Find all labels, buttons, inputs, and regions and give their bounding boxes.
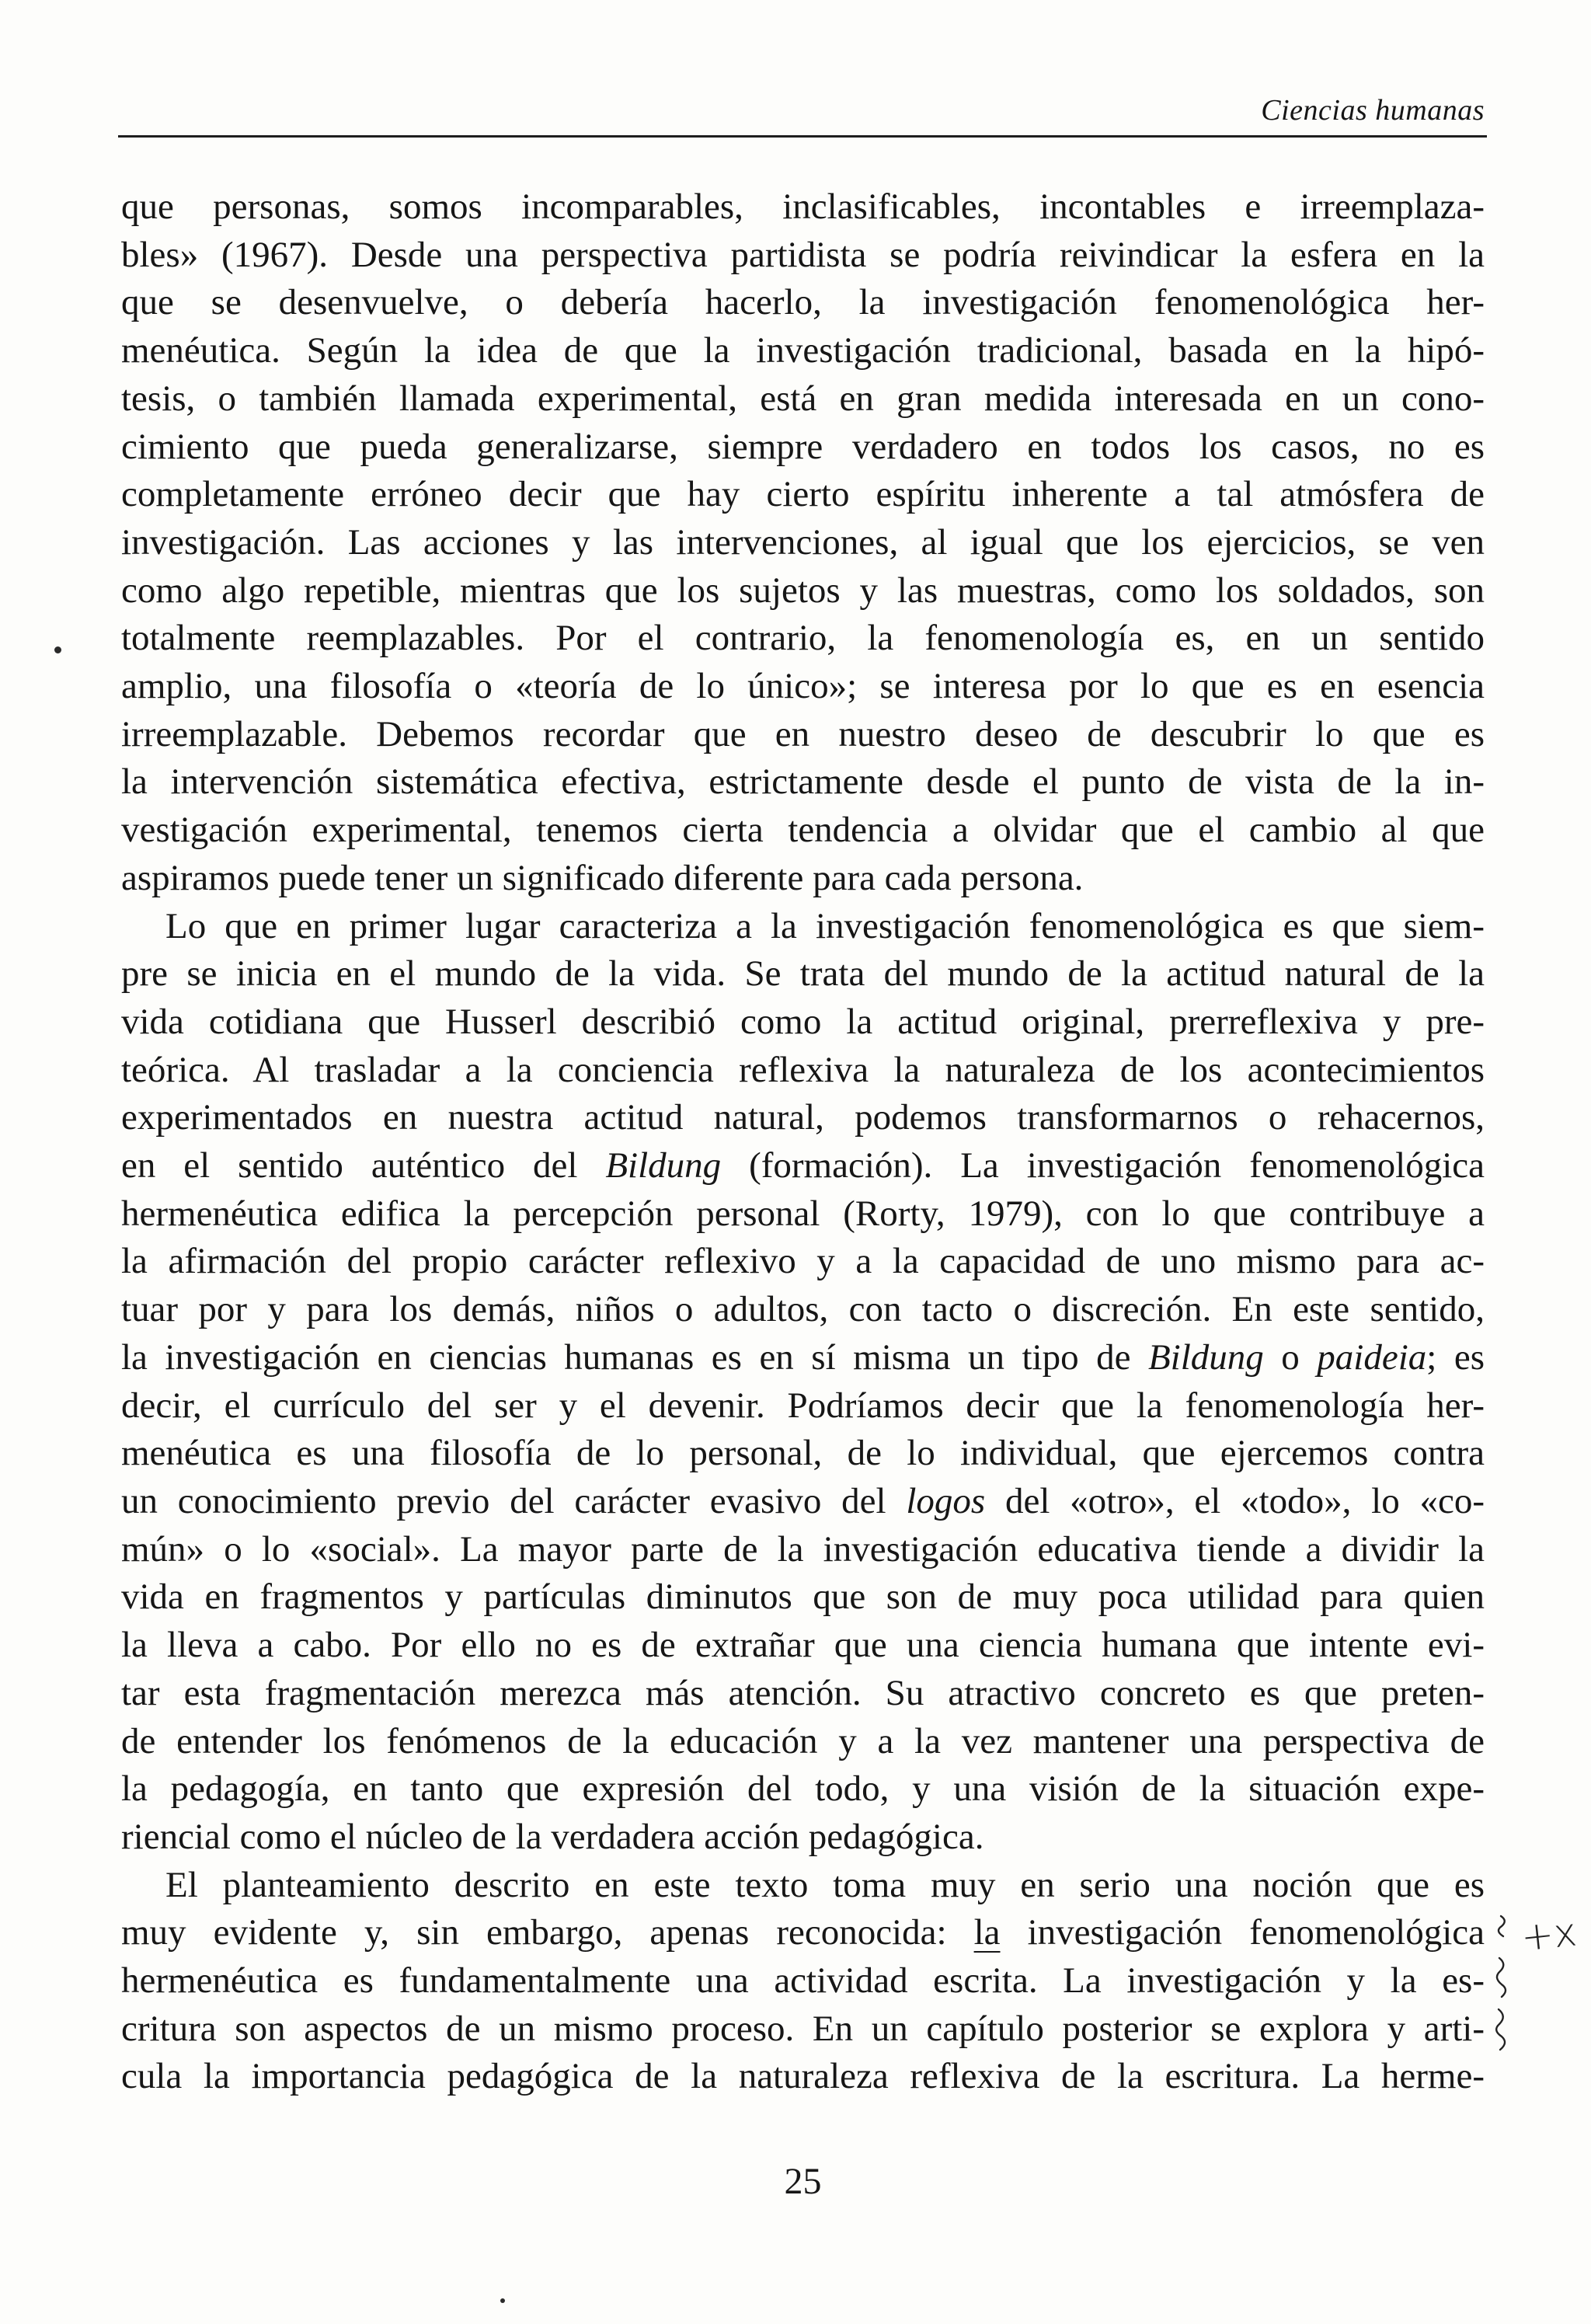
- text-line: pre se inicia en el mundo de la vida. Se trata del mundo de la actitud natural de la: [121, 953, 1485, 995]
- italic-term: paideia: [1317, 1336, 1427, 1378]
- text-line: hermenéutica es fundamentalmente una actividad escrita. La investigación y la es-: [121, 1960, 1485, 2002]
- text-line: muy evidente y, sin embargo, apenas reconocida: la investigación fenomenológica: [121, 1912, 1485, 1953]
- text-line: investigación. Las acciones y las intervenciones, al igual que los ejercicios, se ven: [121, 521, 1485, 563]
- text-line: de entender los fenómenos de la educación y a la vez mantener una perspectiva de: [121, 1720, 1485, 1761]
- text-line: bles» (1967). Desde una perspectiva partidista se podría reivindicar la esfera en la: [121, 234, 1485, 275]
- italic-term: Bildung: [605, 1145, 722, 1186]
- text-line: la lleva a cabo. Por ello no es de extrañar que una ciencia humana que intente evi-: [121, 1625, 1485, 1666]
- text-line: tesis, o también llamada experimental, está en gran medida interesada en un cono-: [121, 378, 1485, 419]
- text-line: la investigación en ciencias humanas es en sí misma un tipo de Bildung o paideia; es: [121, 1336, 1485, 1378]
- text-line: completamente erróneo decir que hay cierto espíritu inherente a tal atmósfera de: [121, 474, 1485, 515]
- text-line: hermenéutica edifica la percepción personal (Rorty, 1979), con lo que contribuye a: [121, 1193, 1485, 1234]
- text-line: que se desenvuelve, o debería hacerlo, la investigación fenomenológica her-: [121, 282, 1485, 323]
- text-line: critura son aspectos de un mismo proceso. En un capítulo posterior se explora y arti-: [121, 2008, 1485, 2049]
- underlined-word: la: [973, 1912, 1001, 1953]
- paragraph: [121, 903, 1485, 1862]
- page-number: 25: [784, 2161, 822, 2202]
- text-line: vida en fragmentos y partículas diminutos que son de muy poca utilidad para quien: [121, 1577, 1485, 1618]
- running-head: Ciencias humanas: [1261, 94, 1485, 127]
- text-line: vestigación experimental, tenemos cierta tendencia a olvidar que el cambio al que: [121, 810, 1485, 851]
- text-line: El planteamiento descrito en este texto toma muy en serio una noción que es: [165, 1864, 1485, 1905]
- handwritten-margin-note: +x: [1519, 1909, 1579, 1960]
- text-line: un conocimiento previo del carácter evasivo del logos del «otro», el «todo», lo «co-: [121, 1480, 1485, 1521]
- text-line: que personas, somos incomparables, inclasificables, incontables e irreemplaza-: [121, 186, 1485, 227]
- text-line: cimiento que pueda generalizarse, siempre verdadero en todos los casos, no es: [121, 426, 1485, 467]
- text-line: riencial como el núcleo de la verdadera acción pedagógica.: [121, 1816, 984, 1857]
- header-rule: [118, 135, 1487, 138]
- paragraph: [121, 1862, 1485, 2102]
- text-line: menéutica es una filosofía de lo personal, de lo individual, que ejercemos contra: [121, 1433, 1485, 1474]
- text-line: teórica. Al trasladar a la conciencia reflexiva la naturaleza de los acontecimientos: [121, 1049, 1485, 1090]
- text-line: menéutica. Según la idea de que la investigación tradicional, basada en la hipó-: [121, 330, 1485, 371]
- italic-term: Bildung: [1147, 1336, 1264, 1378]
- italic-term: logos: [906, 1480, 986, 1521]
- body-text: [121, 183, 1485, 2101]
- handwritten-brace-marks: [1488, 1910, 1520, 2057]
- text-line: amplio, una filosofía o «teoría de lo único»; se interesa por lo que es en esencia: [121, 666, 1485, 707]
- paragraph: [121, 183, 1485, 903]
- text-line: tuar por y para los demás, niños o adultos, con tacto o discreción. En este sentido,: [121, 1289, 1485, 1330]
- text-line: la pedagogía, en tanto que expresión del todo, y una visión de la situación expe-: [121, 1768, 1485, 1810]
- text-line: decir, el currículo del ser y el devenir. Podríamos decir que la fenomenología her-: [121, 1385, 1485, 1426]
- scan-speck: [500, 2298, 505, 2303]
- text-line: aspiramos puede tener un significado diferente para cada persona.: [121, 857, 1084, 898]
- text-line: cula la importancia pedagógica de la naturaleza reflexiva de la escritura. La herme-: [121, 2056, 1485, 2097]
- text-line: Lo que en primer lugar caracteriza a la investigación fenomenológica es que siem-: [165, 905, 1485, 946]
- text-line: irreemplazable. Debemos recordar que en nuestro deseo de descubrir lo que es: [121, 713, 1485, 754]
- text-line: en el sentido auténtico del Bildung (formación). La investigación fenomenológica: [121, 1145, 1485, 1186]
- text-line: totalmente reemplazables. Por el contrario, la fenomenología es, en un sentido: [121, 618, 1485, 659]
- text-line: mún» o lo «social». La mayor parte de la investigación educativa tiende a dividir la: [121, 1528, 1485, 1570]
- text-line: la intervención sistemática efectiva, estrictamente desde el punto de vista de la in-: [121, 761, 1485, 803]
- text-line: como algo repetible, mientras que los sujetos y las muestras, como los soldados, son: [121, 570, 1485, 611]
- text-line: experimentados en nuestra actitud natural, podemos transformarnos o rehacernos,: [121, 1097, 1485, 1138]
- text-line: la afirmación del propio carácter reflexivo y a la capacidad de uno mismo para ac-: [121, 1241, 1485, 1282]
- scan-speck: [54, 646, 61, 653]
- text-line: vida cotidiana que Husserl describió como la actitud original, prerreflexiva y pre-: [121, 1001, 1485, 1042]
- text-line: tar esta fragmentación merezca más atención. Su atractivo concreto es que preten-: [121, 1672, 1485, 1713]
